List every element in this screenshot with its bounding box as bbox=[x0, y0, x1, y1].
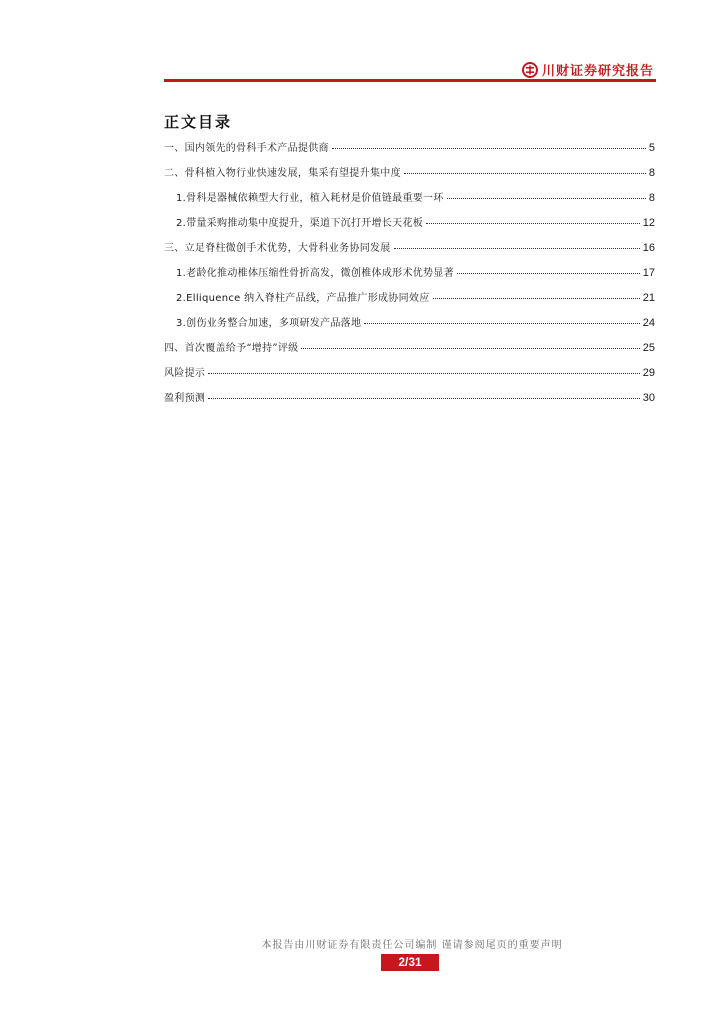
page-header bbox=[164, 58, 656, 80]
toc-dot-leader bbox=[394, 248, 640, 249]
toc-dot-leader bbox=[301, 348, 639, 349]
footer-disclaimer: 本报告由川财证券有限责任公司编制 谨请参阅尾页的重要声明 bbox=[261, 940, 563, 951]
toc-dot-leader bbox=[426, 223, 640, 224]
toc-entry-page[interactable]: 12 bbox=[642, 217, 655, 229]
toc-entry[interactable] bbox=[164, 214, 655, 239]
table-of-contents bbox=[164, 139, 655, 414]
toc-entry-text[interactable]: 2.Elliquence 纳入脊柱产品线，产品推广形成协同效应 bbox=[176, 293, 430, 304]
toc-entry-text[interactable]: 盈利预测 bbox=[164, 393, 206, 404]
brand-name: 川财证券研究报告 bbox=[541, 64, 654, 79]
toc-entry[interactable] bbox=[164, 139, 655, 164]
toc-entry-text[interactable]: 1.骨科是器械依赖型大行业，植入耗材是价值链最重要一环 bbox=[176, 193, 444, 204]
toc-dot-leader bbox=[364, 323, 640, 324]
toc-entry-text[interactable]: 三、立足脊柱微创手术优势，大骨科业务协同发展 bbox=[164, 243, 391, 254]
toc-entry-page[interactable]: 24 bbox=[642, 317, 655, 329]
toc-dot-leader bbox=[208, 398, 640, 399]
toc-entry[interactable] bbox=[164, 389, 655, 414]
toc-entry-page[interactable]: 17 bbox=[642, 267, 655, 279]
toc-dot-leader bbox=[208, 373, 640, 374]
toc-entry-page[interactable]: 30 bbox=[642, 392, 655, 404]
header-divider bbox=[164, 79, 656, 82]
brand bbox=[522, 60, 654, 79]
page-number: 2/31 bbox=[381, 954, 439, 971]
toc-entry-text[interactable]: 风险提示 bbox=[164, 368, 206, 379]
toc-entry[interactable] bbox=[164, 164, 655, 189]
toc-dot-leader bbox=[447, 198, 646, 199]
toc-entry-page[interactable]: 16 bbox=[642, 242, 655, 254]
toc-title: 正文目录 bbox=[164, 113, 233, 131]
toc-entry[interactable] bbox=[164, 364, 655, 389]
toc-entry-text[interactable]: 3.创伤业务整合加速，多项研发产品落地 bbox=[176, 318, 362, 329]
toc-entry-page[interactable]: 8 bbox=[648, 167, 655, 179]
toc-entry-text[interactable]: 四、首次覆盖给予“增持”评级 bbox=[164, 343, 299, 354]
toc-dot-leader bbox=[404, 173, 646, 174]
toc-dot-leader bbox=[457, 273, 640, 274]
toc-entry-text[interactable]: 一、国内领先的骨科手术产品提供商 bbox=[164, 143, 329, 154]
toc-entry-page[interactable]: 29 bbox=[642, 367, 655, 379]
toc-entry[interactable] bbox=[164, 189, 655, 214]
toc-entry-page[interactable]: 8 bbox=[648, 192, 655, 204]
toc-entry[interactable] bbox=[164, 289, 655, 314]
toc-entry-page[interactable]: 21 bbox=[642, 292, 655, 304]
toc-entry-page[interactable]: 5 bbox=[648, 142, 655, 154]
toc-entry[interactable] bbox=[164, 264, 655, 289]
toc-dot-leader bbox=[433, 298, 640, 299]
toc-entry[interactable] bbox=[164, 239, 655, 264]
toc-entry[interactable] bbox=[164, 339, 655, 364]
toc-entry[interactable] bbox=[164, 314, 655, 339]
toc-entry-text[interactable]: 2.带量采购推动集中度提升，渠道下沉打开增长天花板 bbox=[176, 218, 424, 229]
toc-dot-leader bbox=[332, 148, 646, 149]
toc-entry-page[interactable]: 25 bbox=[642, 342, 655, 354]
toc-entry-text[interactable]: 1.老龄化推动椎体压缩性骨折高发，微创椎体成形术优势显著 bbox=[176, 268, 454, 279]
toc-entry-text[interactable]: 二、骨科植入物行业快速发展，集采有望提升集中度 bbox=[164, 168, 401, 179]
chuancai-logo-icon bbox=[522, 62, 538, 78]
